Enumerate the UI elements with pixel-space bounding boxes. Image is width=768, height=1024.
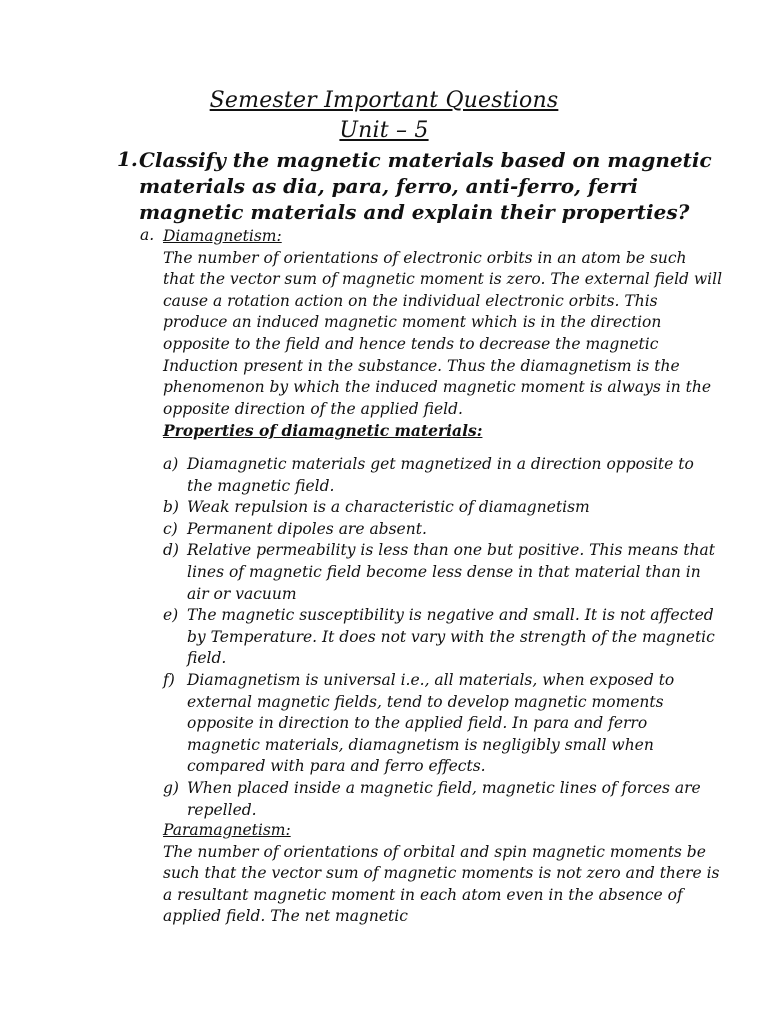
diamagnetism-paragraph: The number of orientations of electronic orbits in an atom be such that the vector sum of magnetic moment is zero. The external field will cause a rotation action on the individual electronic orbits. This produce an induced magnetic moment which is in the direction opposite to the field and hence tends to decrease the magnetic Induction present in the substance. Thus the diamagnetism is the phenomenon by which the induced magnetic moment is always in the opposite direction of the applied field.	[163, 248, 723, 418]
question-text: Classify the magnetic materials based on magnetic materials as dia, para, ferro, anti-ferro, ferri magnetic materials and explain their properties?	[139, 148, 712, 224]
diamagnetism-heading: Diamagnetism:	[163, 227, 282, 245]
unit-title: Unit – 5	[339, 118, 429, 143]
question-number: 1.	[117, 147, 138, 171]
list-marker: f)	[163, 670, 175, 689]
properties-heading: Properties of diamagnetic materials:	[163, 421, 483, 441]
list-marker: a)	[163, 455, 179, 473]
list-marker: e)	[163, 606, 179, 625]
page-title: Semester Important Questions	[209, 88, 559, 113]
list-item-text: Permanent dipoles are absent.	[187, 519, 427, 538]
list-item-text: Diamagnetism is universal i.e., all materials, when exposed to external magnetic fields, tend to develop magnetic moments opposite in direction to the applied field. In para and ferro magnetic materials, diamagnetism is negligibly small when compared with para and ferro effects.	[187, 670, 675, 776]
paramagnetism-section	[163, 820, 723, 928]
list-item	[163, 497, 723, 519]
list-item-text: Relative permeability is less than one but positive. This means that lines of magnetic field become less dense in that material than in air or vacuum	[187, 541, 715, 603]
diamagnetism-section	[163, 226, 723, 442]
list-item-text: When placed inside a magnetic field, magnetic lines of forces are repelled.	[187, 778, 701, 819]
section-a-label: a.	[140, 226, 155, 244]
paramagnetism-heading: Paramagnetism:	[163, 821, 291, 839]
list-item-text: The magnetic susceptibility is negative and small. It is not affected by Temperature. It does not vary with the strength of the magnetic field.	[187, 606, 715, 668]
list-item-text: Weak repulsion is a characteristic of diamagnetism	[187, 498, 590, 517]
list-item-text: Diamagnetic materials get magnetized in a direction opposite to the magnetic field.	[187, 455, 694, 495]
list-item	[163, 454, 723, 497]
paramagnetism-paragraph: The number of orientations of orbital and spin magnetic moments be such that the vector sum of magnetic moments is not zero and there is a resultant magnetic moment in each atom even in the absence of applied field. The net magnetic	[163, 842, 720, 926]
list-item	[163, 778, 723, 821]
list-item	[163, 670, 723, 778]
list-item	[163, 605, 723, 670]
list-item	[163, 519, 723, 541]
list-marker: d)	[163, 541, 179, 560]
list-marker: b)	[163, 498, 179, 517]
list-marker: c)	[163, 519, 178, 538]
list-marker: g)	[163, 778, 179, 797]
properties-list	[163, 454, 723, 821]
list-item	[163, 540, 723, 605]
